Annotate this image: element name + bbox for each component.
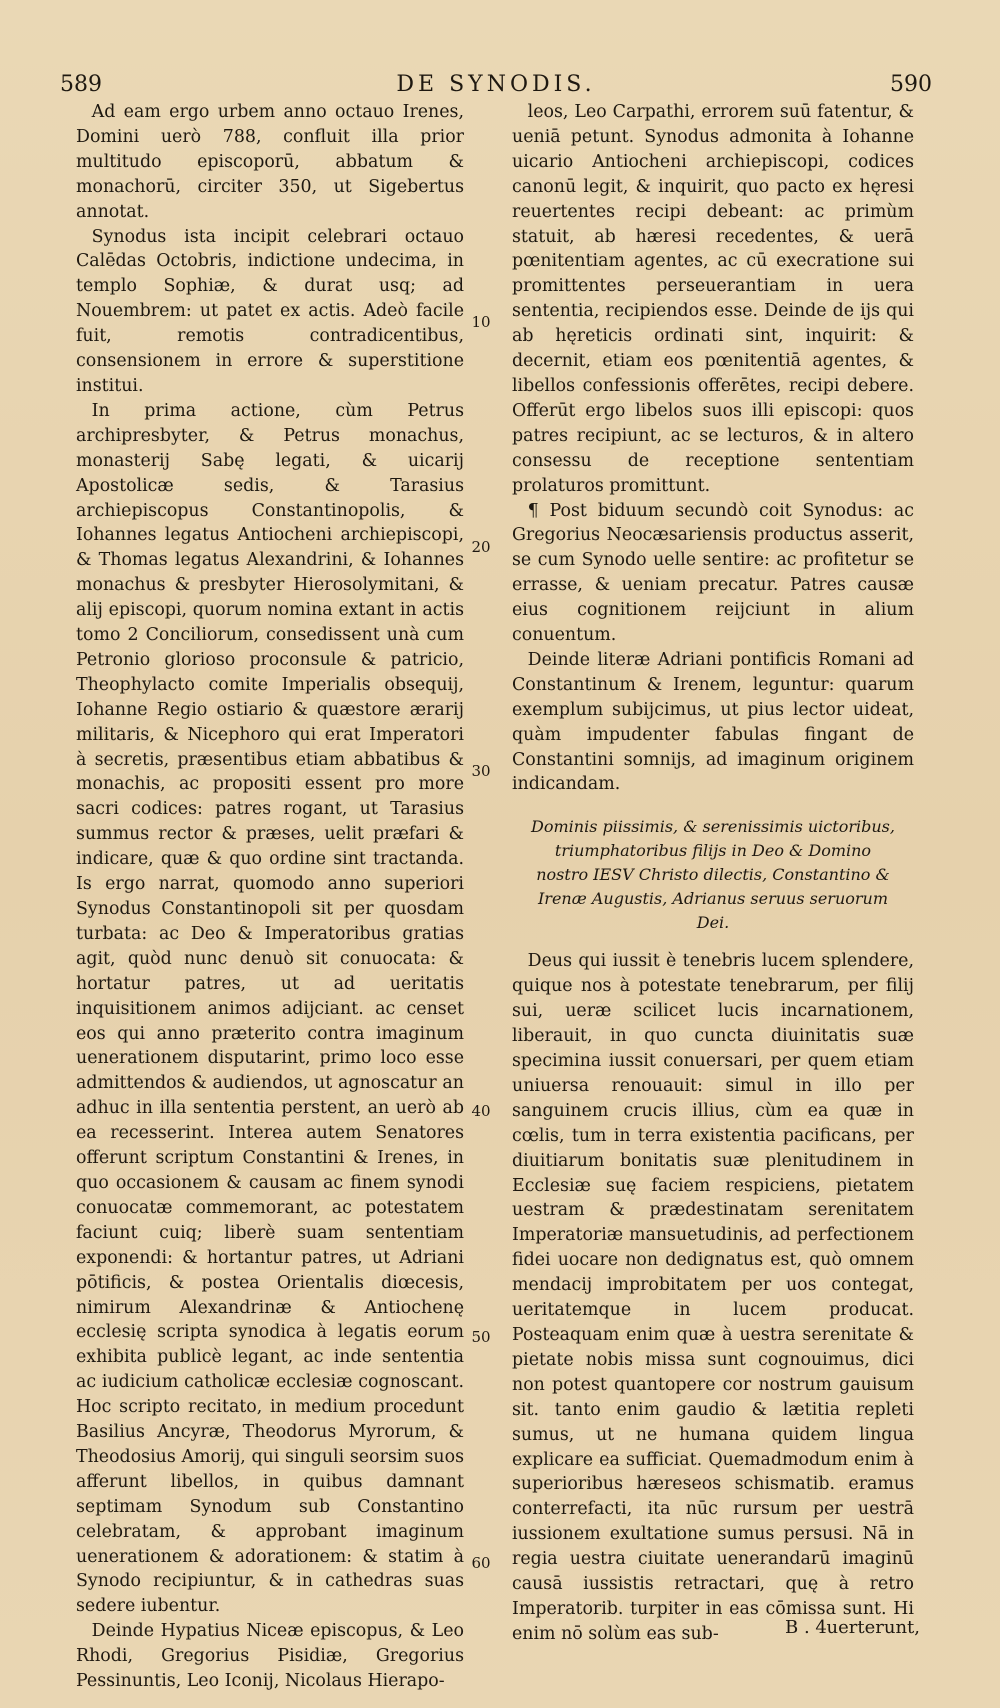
line-number: 30 (471, 762, 491, 780)
right-column (512, 100, 914, 1647)
line-number: 10 (471, 313, 491, 331)
line-number: 40 (471, 1102, 491, 1120)
paragraph: ¶ Post biduum secundò coit Synodus: ac Gregorius Neocæsariensis productus asserit, se cum Synodo uelle sentire: ac profitetur se errasse, & ueniam precatur. Patres causæ eius cognitionem reijciunt in alium conuentum. (512, 500, 914, 646)
paragraph: Synodus ista incipit celebrari octauo Calēdas Octobris, indictione undecima, in templo Sophiæ, & durat usq; ad Nouembrem: ut patet ex actis. Adeò facile fuit, remotis contradicentibus, consensionem in errore & superstitione institui. (76, 226, 464, 396)
letter-address: Dominis piissimis, & serenissimis uictoribus, triumphatoribus filijs in Deo & Domino nostro IESV Christo dilectis, Constantino & Irenæ Augustis, Adrianus seruus seruorum Dei. (531, 817, 895, 933)
running-title: DE SYNODIS. (396, 72, 596, 97)
catchword: uerterunt, (826, 1617, 920, 1638)
paragraph: Deinde literæ Adriani pontificis Romani ad Constantinum & Irenem, leguntur: quarum exemplum subijcimus, ut pius lector uideat, quàm impudenter fabulas fingant de Constantini somnijs, ad imaginum originem indicandam. (512, 649, 914, 795)
signature-mark: B . 4 (785, 1617, 827, 1638)
line-number: 20 (471, 538, 491, 556)
paragraph: Deinde Hypatius Niceæ episcopus, & Leo Rhodi, Gregorius Pisidiæ, Gregorius Pessinuntis, Leo Iconij, Nicolaus Hierapo- (76, 1621, 464, 1692)
paragraph: Ad eam ergo urbem anno octauo Irenes, Domini uerò 788, confluit illa prior multitudo episcoporū, abbatum & monachorū, circiter 350, ut Sigebertus annotat. (76, 102, 464, 222)
line-number: 50 (471, 1328, 491, 1346)
line-number: 60 (471, 1554, 491, 1572)
page-number-right: 590 (890, 72, 932, 97)
left-column (76, 100, 464, 1694)
paragraph: leos, Leo Carpathi, errorem suū fatentur, & ueniā petunt. Synodus admonita à Iohanne uicario Antiocheni archiepiscopi, codices canonū legit, & inquirit, quo pacto ex hęresi reuertentes recipi debeant: ac primùm statuit, ab hæresi recedentes, & uerā pœnitentiam agentes, ac cū execratione sui promittentes perseuerantiam in uera sententia, recipiendos esse. Deinde de ijs qui ab hęreticis ordinati sint, inquirit: & decernit, etiam eos pœnitentiā agentes, & libellos confessionis offerētes, recipi debere. Offerūt ergo libelos suos illi episcopi: quos patres recipiunt, ac se lecturos, & in altero consessu de receptione sententiam prolaturos promittunt. (512, 102, 914, 496)
paragraph: Deus qui iussit è tenebris lucem splendere, quique nos à potestate tenebrarum, per filij sui, ueræ scilicet lucis incarnationem, liberauit, in quo cuncta diuinitatis suæ specimina iussit conuersari, per quem etiam uniuersa renouauit: simul in illo per sanguinem crucis illius, cùm ea quæ in cœlis, tum in terra existentia pacificans, per diuitiarum bonitatis suæ plenitudinem in Ecclesiæ suę faciem respiciens, pietatem uestram & prædestinatam serenitatem Imperatoriæ mansuetudinis, ad perfectionem fidei uocare non dedignatus est, quò omnem mendacij improbitatem per uos contegat, ueritatemque in lucem producat. Posteaquam enim quæ à uestra serenitate & pietate nobis missa sunt cognouimus, dici non potest quantopere cor nostrum gauisum sit. tanto enim gaudio & lætitia repleti sumus, ut ne humana quidem lingua explicare ea sufficiat. Quemadmodum enim à superioribus hæreseos schismatib. eramus conterrefacti, ita nūc rursum per uestrā iussionem exultatione sumus persusi. Nā in regia uestra ciuitate uenerandarū imaginū causā iussistis retractari, quę à retro Imperatorib. turpiter in eas cōmissa sunt. Hi enim nō solùm eas sub- (512, 951, 914, 1644)
paragraph: In prima actione, cùm Petrus archipresbyter, & Petrus monachus, monasterij Sabę legati, & uicarij Apostolicæ sedis, & Tarasius archiepiscopus Constantinopolis, & Iohannes legatus Antiocheni archiepiscopi, & Thomas legatus Alexandrini, & Iohannes monachus & presbyter Hierosolymitani, & alij episcopi, quorum nomina extant in actis tomo 2 Conciliorum, consedissent unà cum Petronio glorioso proconsule & patricio, Theophylacto comite Imperialis obsequij, Iohanne Regio ostiario & quæstore ærarij militaris, & Nicephoro qui erat Imperatori à secretis, præsentibus etiam abbatibus & monachis, ac propositi essent pro more sacri codices: patres rogant, ut Tarasius summus rector & præses, uelit præfari & indicare, quæ & quo ordine sint tractanda. Is ergo narrat, quomodo anno superiori Synodus Constantinopoli sit per quosdam turbata: ac Deo & Imperatoribus gratias agit, quòd nunc denuò sit conuocata: & hortatur patres, ut ad ueritatis inquisitionem animos adijciant. ac censet eos qui anno præterito contra imaginum uenerationem disputarint, primo loco esse admittendos & audiendos, ut agnoscatur an adhuc in illa sententia perstent, an uerò ab ea recesserint. Interea autem Senatores offerunt scriptum Constantini & Irenes, in quo occasionem & causam ac finem synodi conuocatæ commemorant, ac potestatem faciunt cuiq; liberè suam sententiam exponendi: & hortantur patres, ut Adriani pōtificis, & postea Orientalis diœcesis, nimirum Alexandrinæ & Antiochenę ecclesię scripta synodica à legatis eorum exhibita publicè legant, ac inde sententia ac iudicium catholicæ ecclesiæ cognoscant. Hoc scripto recitato, in medium procedunt Basilius Ancyræ, Theodorus Myrorum, & Theodosius Amorij, qui singuli seorsim suos afferunt libellos, in quibus damnant septimam Synodum sub Constantino celebratam, & approbant imaginum uenerationem & adorationem: & statim à Synodo recipiuntur, & in cathedras suas sedere iubentur. (76, 400, 464, 1617)
page-number-left: 589 (60, 72, 102, 97)
running-header (60, 72, 932, 102)
